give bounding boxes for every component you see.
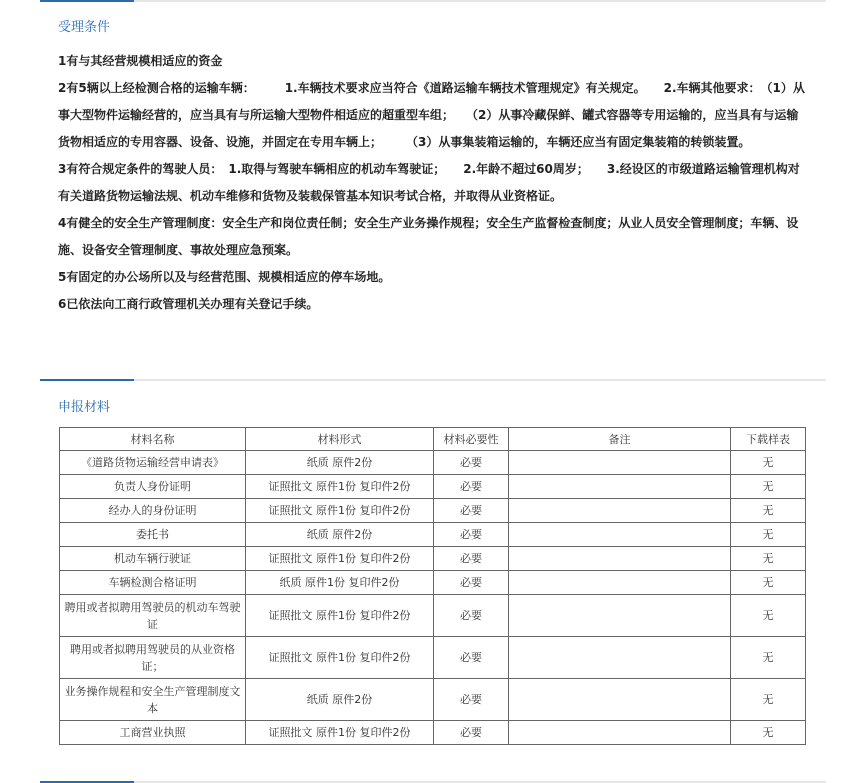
cell-material-name: 《道路货物运输经营申请表》 [60, 451, 246, 475]
cell-material-name: 车辆检测合格证明 [60, 571, 246, 595]
section-divider-top [40, 0, 826, 2]
cell-remark [509, 523, 731, 547]
cell-necessity: 必要 [434, 523, 509, 547]
condition-item: 3有符合规定条件的驾驶人员： 1.取得与驾驶车辆相应的机动车驾驶证； 2.年龄不超过60周岁； 3.经设区的市级道路运输管理机构对有关道路货物运输法规、机动车维修和货物及装载保管基本知识考试合格，并取得从业资格证。 [58, 162, 800, 203]
cell-material-form: 证照批文 原件1份 复印件2份 [246, 721, 434, 745]
cell-material-form: 证照批文 原件1份 复印件2份 [246, 499, 434, 523]
cell-material-name: 聘用或者拟聘用驾驶员的机动车驾驶证 [60, 595, 246, 637]
cell-material-form: 纸质 原件2份 [246, 451, 434, 475]
cell-material-form: 证照批文 原件1份 复印件2份 [246, 547, 434, 571]
table-row [60, 721, 806, 745]
section-title-materials: 申报材料 [58, 400, 111, 415]
cell-material-form: 纸质 原件1份 复印件2份 [246, 571, 434, 595]
condition-item: 1有与其经营规模相适应的资金 [58, 54, 223, 68]
cell-necessity: 必要 [434, 547, 509, 571]
cell-material-name: 负责人身份证明 [60, 475, 246, 499]
cell-necessity: 必要 [434, 571, 509, 595]
section-title-conditions: 受理条件 [58, 20, 111, 35]
condition-item: 6已依法向工商行政管理机关办理有关登记手续。 [58, 297, 319, 311]
cell-download-sample: 无 [731, 475, 806, 499]
cell-material-form: 纸质 原件2份 [246, 523, 434, 547]
table-row [60, 499, 806, 523]
cell-necessity: 必要 [434, 595, 509, 637]
cell-remark [509, 595, 731, 637]
cell-necessity: 必要 [434, 637, 509, 679]
cell-download-sample: 无 [731, 721, 806, 745]
cell-remark [509, 637, 731, 679]
cell-remark [509, 679, 731, 721]
table-header-row [60, 428, 806, 451]
table-row [60, 451, 806, 475]
conditions-content [58, 48, 808, 318]
section-divider-materials [40, 379, 826, 381]
cell-necessity: 必要 [434, 679, 509, 721]
table-row [60, 571, 806, 595]
cell-remark [509, 451, 731, 475]
cell-material-form: 证照批文 原件1份 复印件2份 [246, 637, 434, 679]
header-material-name: 材料名称 [60, 428, 246, 451]
section-divider-accent [40, 379, 134, 381]
cell-material-name: 机动车辆行驶证 [60, 547, 246, 571]
cell-download-sample: 无 [731, 451, 806, 475]
cell-material-form: 证照批文 原件1份 复印件2份 [246, 475, 434, 499]
header-material-form: 材料形式 [246, 428, 434, 451]
materials-table [59, 427, 806, 745]
cell-material-name: 工商营业执照 [60, 721, 246, 745]
condition-item: 4有健全的安全生产管理制度：安全生产和岗位责任制；安全生产业务操作规程；安全生产监督检查制度；从业人员安全管理制度；车辆、设施、设备安全管理制度、事故处理应急预案。 [58, 216, 799, 257]
table-row [60, 595, 806, 637]
cell-remark [509, 499, 731, 523]
cell-remark [509, 547, 731, 571]
cell-material-name: 经办人的身份证明 [60, 499, 246, 523]
cell-download-sample: 无 [731, 679, 806, 721]
cell-download-sample: 无 [731, 595, 806, 637]
cell-remark [509, 475, 731, 499]
cell-material-name: 业务操作规程和安全生产管理制度文本 [60, 679, 246, 721]
cell-download-sample: 无 [731, 571, 806, 595]
cell-remark [509, 571, 731, 595]
cell-download-sample: 无 [731, 637, 806, 679]
table-row [60, 523, 806, 547]
cell-material-form: 证照批文 原件1份 复印件2份 [246, 595, 434, 637]
table-row [60, 637, 806, 679]
cell-necessity: 必要 [434, 475, 509, 499]
cell-remark [509, 721, 731, 745]
condition-item: 2有5辆以上经检测合格的运输车辆： 1.车辆技术要求应当符合《道路运输车辆技术管理规定》有关规定。 2.车辆其他要求： （1）从事大型物件运输经营的，应当具有与所运输大型物件相适应的超重型车组； （2）从事冷藏保鲜、罐式容器等专用运输的，应当具有与运输货物相适应的专用容器、设备、设施，并固定在专用车辆上； （3）从事集装箱运输的，车辆还应当有固定集装箱的转锁装置。 [58, 81, 805, 149]
cell-download-sample: 无 [731, 499, 806, 523]
header-necessity: 材料必要性 [434, 428, 509, 451]
cell-material-name: 委托书 [60, 523, 246, 547]
cell-download-sample: 无 [731, 547, 806, 571]
cell-necessity: 必要 [434, 721, 509, 745]
header-remark: 备注 [509, 428, 731, 451]
table-row [60, 679, 806, 721]
cell-material-name: 聘用或者拟聘用驾驶员的从业资格证； [60, 637, 246, 679]
section-divider-accent [40, 0, 134, 2]
cell-download-sample: 无 [731, 523, 806, 547]
cell-necessity: 必要 [434, 499, 509, 523]
table-row [60, 547, 806, 571]
table-row [60, 475, 806, 499]
cell-material-form: 纸质 原件2份 [246, 679, 434, 721]
header-download-sample: 下载样表 [731, 428, 806, 451]
condition-item: 5有固定的办公场所以及与经营范围、规模相适应的停车场地。 [58, 270, 391, 284]
cell-necessity: 必要 [434, 451, 509, 475]
